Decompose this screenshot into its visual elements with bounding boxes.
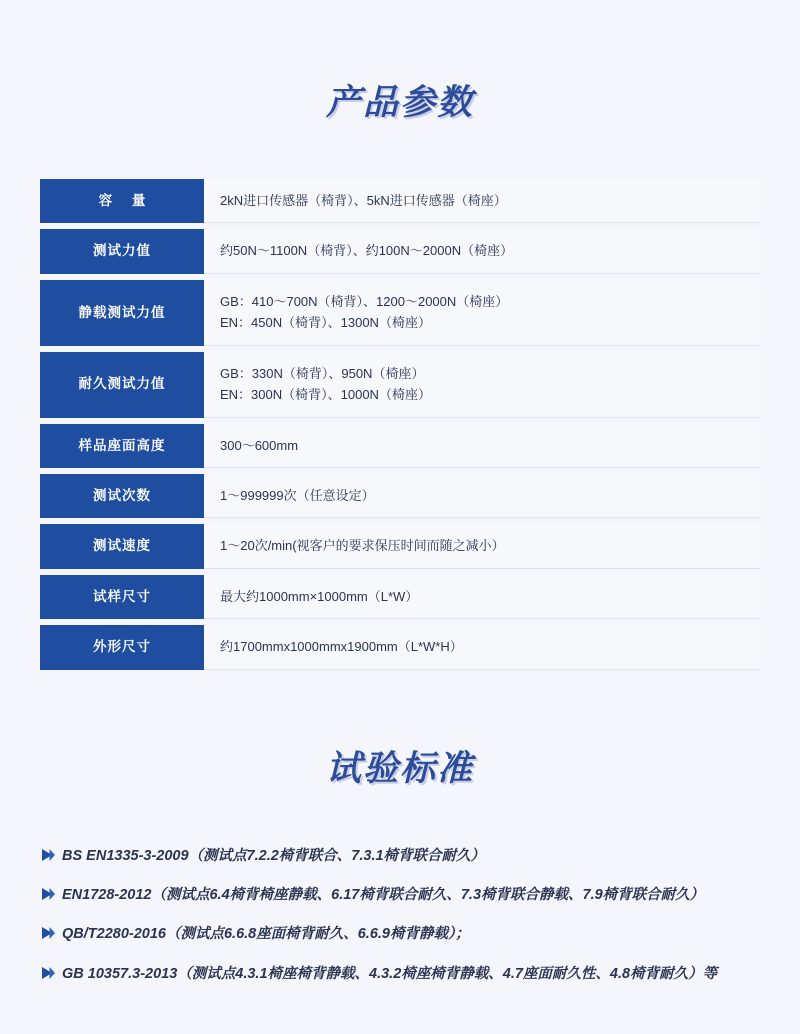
param-table-body [40, 179, 760, 670]
param-value-cell [204, 179, 760, 223]
param-key-cell: 测试次数 [40, 474, 204, 518]
table-row [40, 524, 760, 568]
page-title-product-params: 产品参数 [325, 83, 474, 123]
arrow-right-icon [40, 883, 62, 902]
table-row [40, 625, 760, 669]
param-value-cell [204, 524, 760, 568]
table-row [40, 229, 760, 273]
param-value-line: 最大约1000mm×1000mm（L*W） [220, 588, 419, 604]
param-value-line: 约1700mmx1000mmx1900mm（L*W*H） [220, 639, 463, 655]
standard-text: EN1728-2012（测试点6.4椅背椅座静载、6.17椅背联合耐久、7.3椅背联合静载、7.9椅背联合耐久） [62, 886, 705, 903]
list-item [40, 837, 760, 876]
param-key-cell: 耐久测试力值 [40, 352, 204, 418]
param-key-cell: 试样尺寸 [40, 575, 204, 619]
product-parameters-table [40, 173, 760, 676]
table-row [40, 352, 760, 418]
param-value-cell [204, 229, 760, 273]
param-value-line: EN：300N（椅背）、1000N（椅座） [220, 387, 431, 403]
param-value-line: 1～20次/min(视客户的要求保压时间而随之减小） [220, 538, 505, 554]
table-row [40, 280, 760, 346]
arrow-right-icon [40, 922, 62, 941]
param-value-line: 1～999999次（任意设定） [220, 487, 375, 503]
param-value-line: EN：450N（椅背）、1300N（椅座） [220, 315, 431, 331]
param-value-line: GB：410～700N（椅背）、1200～2000N（椅座） [220, 293, 509, 309]
param-value-line: 约50N～1100N（椅背）、约100N～2000N（椅座） [220, 243, 514, 259]
param-value-cell [204, 352, 760, 418]
list-item [40, 955, 760, 994]
param-key-cell: 测试力值 [40, 229, 204, 273]
param-key-cell: 样品座面高度 [40, 424, 204, 468]
arrow-right-icon [40, 962, 62, 981]
param-value-cell [204, 280, 760, 346]
param-value-cell [204, 424, 760, 468]
param-key-cell: 静载测试力值 [40, 280, 204, 346]
arrow-right-icon [40, 844, 62, 863]
standard-text: BS EN1335-3-2009（测试点7.2.2椅背联合、7.3.1椅背联合耐久） [62, 847, 486, 864]
param-value-line: 300～600mm [220, 437, 299, 453]
param-value-line: 2kN进口传感器（椅背）、5kN进口传感器（椅座） [220, 192, 507, 208]
standard-text: QB/T2280-2016（测试点6.6.8座面椅背耐久、6.6.9椅背静载）； [62, 926, 470, 943]
param-value-cell [204, 474, 760, 518]
param-key-cell: 容 量 [40, 179, 204, 223]
table-row [40, 474, 760, 518]
table-row [40, 179, 760, 223]
table-row [40, 424, 760, 468]
table-row [40, 575, 760, 619]
param-key-cell: 外形尺寸 [40, 625, 204, 669]
param-value-line: GB：330N（椅背）、950N（椅座） [220, 365, 425, 381]
list-item [40, 876, 760, 915]
param-key-cell: 测试速度 [40, 524, 204, 568]
standard-text: GB 10357.3-2013（测试点4.3.1椅座椅背静载、4.3.2椅座椅背静载、4.7座面耐久性、4.8椅背耐久）等 [62, 965, 718, 982]
page-title-test-standards: 试验标准 [325, 749, 474, 789]
test-standards-list [40, 837, 760, 1034]
product-spec-page [0, 23, 800, 1034]
param-value-cell [204, 625, 760, 669]
list-item [40, 915, 760, 954]
param-value-cell [204, 575, 760, 619]
